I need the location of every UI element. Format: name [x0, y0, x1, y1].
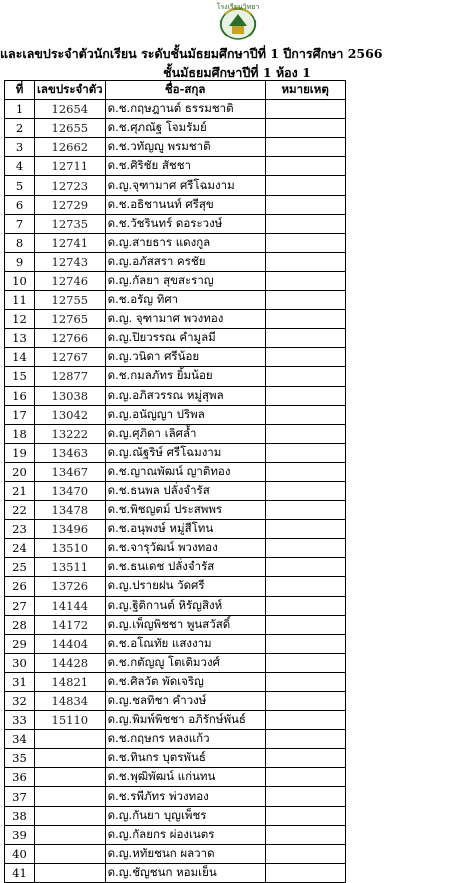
remark [265, 138, 345, 157]
student-id: 12765 [35, 310, 106, 329]
table-row [5, 271, 346, 290]
remark [265, 367, 345, 386]
student-id [35, 844, 106, 863]
remark [265, 329, 345, 348]
table-row [5, 176, 346, 195]
student-id [35, 863, 106, 882]
table-row [5, 825, 346, 844]
table-row [5, 634, 346, 653]
row-number: 39 [5, 825, 35, 844]
student-name: ด.ญ.ปิยวรรณ คำมูลมี [105, 329, 265, 348]
table-row [5, 558, 346, 577]
student-name: ด.ญ.อภิสวรรณ หมู่สุพล [105, 386, 265, 405]
table-row [5, 367, 346, 386]
student-id: 13511 [35, 558, 106, 577]
table-row [5, 692, 346, 711]
table-row [5, 806, 346, 825]
student-name: ด.ช.กฤษกร หลงแก้ว [105, 730, 265, 749]
row-number: 21 [5, 481, 35, 500]
student-name: ด.ช.จารุวัฒน์ พวงทอง [105, 539, 265, 558]
row-number: 38 [5, 806, 35, 825]
student-name: ด.ช.ศิริชัย สัชชา [105, 157, 265, 176]
remark [265, 825, 345, 844]
remark [265, 424, 345, 443]
student-name: ด.ช.วัชรินทร์ ดอระวงษ์ [105, 214, 265, 233]
student-id: 13726 [35, 577, 106, 596]
student-id: 14172 [35, 615, 106, 634]
student-name: ด.ญ.ศุภิดา เลิศล้ำ [105, 424, 265, 443]
row-number: 11 [5, 291, 35, 310]
remark [265, 462, 345, 481]
row-number: 4 [5, 157, 35, 176]
student-name: ด.ช.อรัญ ทิศา [105, 291, 265, 310]
row-number: 41 [5, 863, 35, 882]
table-row [5, 348, 346, 367]
row-number: 14 [5, 348, 35, 367]
table-row [5, 157, 346, 176]
row-number: 22 [5, 501, 35, 520]
student-name: ด.ช.พุฒิพัฒน์ แก่นทน [105, 768, 265, 787]
student-name: ด.ญ.ปรายฝน วัดศรี [105, 577, 265, 596]
row-number: 25 [5, 558, 35, 577]
row-number: 19 [5, 443, 35, 462]
table-row [5, 233, 346, 252]
remark [265, 195, 345, 214]
row-number: 34 [5, 730, 35, 749]
table-row [5, 577, 346, 596]
student-name: ด.ช.ศิลวัต พัดเจริญ [105, 672, 265, 691]
student-name: ด.ญ.ชลทิชา คำวงษ์ [105, 692, 265, 711]
remark [265, 634, 345, 653]
student-id [35, 749, 106, 768]
student-id: 15110 [35, 711, 106, 730]
col-header-name: ชื่อ-สกุล [105, 81, 265, 100]
remark [265, 768, 345, 787]
row-number: 3 [5, 138, 35, 157]
row-number: 24 [5, 539, 35, 558]
table-row [5, 596, 346, 615]
student-name: ด.ญ.อภัสสรา ครชัย [105, 252, 265, 271]
table-row [5, 749, 346, 768]
student-id: 13038 [35, 386, 106, 405]
row-number: 1 [5, 100, 35, 119]
student-id: 13478 [35, 501, 106, 520]
student-id [35, 730, 106, 749]
remark [265, 271, 345, 290]
col-header-student-id: เลขประจำตัว [35, 81, 106, 100]
row-number: 33 [5, 711, 35, 730]
student-name: ด.ญ.กันยา บุญเพ็ชร [105, 806, 265, 825]
row-number: 9 [5, 252, 35, 271]
row-number: 13 [5, 329, 35, 348]
table-row [5, 730, 346, 749]
student-id: 12662 [35, 138, 106, 157]
row-number: 20 [5, 462, 35, 481]
student-id: 12877 [35, 367, 106, 386]
table-row [5, 462, 346, 481]
row-number: 5 [5, 176, 35, 195]
remark [265, 596, 345, 615]
table-row [5, 195, 346, 214]
student-name: ด.ญ.เพ็ญพิชชา พูนสวัสดิ์ [105, 615, 265, 634]
student-id: 12767 [35, 348, 106, 367]
student-id [35, 768, 106, 787]
student-name: ด.ญ.ชัญชนก หอมเย็น [105, 863, 265, 882]
remark [265, 348, 345, 367]
student-name: ด.ญ.สายธาร แดงกูล [105, 233, 265, 252]
student-name: ด.ช.อนุพงษ์ หมู่สีโทน [105, 520, 265, 539]
student-name: ด.ช.อธิชานนท์ ศรีสุข [105, 195, 265, 214]
remark [265, 863, 345, 882]
row-number: 12 [5, 310, 35, 329]
table-row [5, 768, 346, 787]
table-row [5, 119, 346, 138]
student-table [4, 80, 346, 883]
remark [265, 749, 345, 768]
remark [265, 291, 345, 310]
logo-text: โรงเรียนวิทยา [216, 3, 260, 11]
student-id: 12711 [35, 157, 106, 176]
remark [265, 214, 345, 233]
student-name: ด.ญ.ฐิติกานต์ หิรัญสิงห์ [105, 596, 265, 615]
student-id: 13222 [35, 424, 106, 443]
row-number: 2 [5, 119, 35, 138]
row-number: 8 [5, 233, 35, 252]
student-name: ด.ช.กมลภัทร ยิ้มน้อย [105, 367, 265, 386]
remark [265, 252, 345, 271]
student-id: 12743 [35, 252, 106, 271]
student-id: 12654 [35, 100, 106, 119]
table-row [5, 405, 346, 424]
student-id: 12766 [35, 329, 106, 348]
row-number: 6 [5, 195, 35, 214]
student-id: 13470 [35, 481, 106, 500]
student-id: 14404 [35, 634, 106, 653]
col-header-no: ที่ [5, 81, 35, 100]
remark [265, 787, 345, 806]
row-number: 27 [5, 596, 35, 615]
student-id: 12735 [35, 214, 106, 233]
table-row [5, 252, 346, 271]
student-id: 12723 [35, 176, 106, 195]
student-id: 14821 [35, 672, 106, 691]
remark [265, 481, 345, 500]
table-row [5, 386, 346, 405]
student-id [35, 825, 106, 844]
row-number: 16 [5, 386, 35, 405]
remark [265, 806, 345, 825]
remark [265, 157, 345, 176]
remark [265, 558, 345, 577]
table-row [5, 100, 346, 119]
row-number: 40 [5, 844, 35, 863]
student-name: ด.ญ.ณัฐริษ์ ศรีโฉมงาม [105, 443, 265, 462]
row-number: 30 [5, 653, 35, 672]
student-id: 14428 [35, 653, 106, 672]
table-row [5, 844, 346, 863]
student-id: 14144 [35, 596, 106, 615]
student-name: ด.ช.ญาณพัฒน์ ญาติทอง [105, 462, 265, 481]
row-number: 32 [5, 692, 35, 711]
table-row [5, 672, 346, 691]
student-id: 12741 [35, 233, 106, 252]
student-name: ด.ช.วทัญญู พรมชาติ [105, 138, 265, 157]
table-row [5, 520, 346, 539]
row-number: 31 [5, 672, 35, 691]
remark [265, 310, 345, 329]
remark [265, 405, 345, 424]
table-header-row [5, 81, 346, 100]
row-number: 26 [5, 577, 35, 596]
row-number: 17 [5, 405, 35, 424]
student-id: 12746 [35, 271, 106, 290]
student-id: 12755 [35, 291, 106, 310]
col-header-remark: หมายเหตุ [265, 81, 345, 100]
class-subtitle: ชั้นมัธยมศึกษาปีที่ 1 ห้อง 1 [163, 65, 311, 80]
remark [265, 520, 345, 539]
table-row [5, 501, 346, 520]
remark [265, 100, 345, 119]
student-name: ด.ช.รพีภัทร พ่วงทอง [105, 787, 265, 806]
row-number: 35 [5, 749, 35, 768]
student-name: ด.ญ.กัลยา สุขสะราญ [105, 271, 265, 290]
row-number: 15 [5, 367, 35, 386]
student-name: ด.ญ. จุฑามาศ พวงทอง [105, 310, 265, 329]
student-name: ด.ช.อโณทัย แสงงาม [105, 634, 265, 653]
student-id: 13042 [35, 405, 106, 424]
row-number: 23 [5, 520, 35, 539]
row-number: 18 [5, 424, 35, 443]
table-row [5, 711, 346, 730]
remark [265, 615, 345, 634]
table-row [5, 214, 346, 233]
student-name: ด.ช.ทินกร บุตรพันธ์ [105, 749, 265, 768]
remark [265, 233, 345, 252]
student-id: 14834 [35, 692, 106, 711]
student-name: ด.ญ.กัลยกร ผ่องเนตร [105, 825, 265, 844]
table-row [5, 539, 346, 558]
table-row [5, 138, 346, 157]
student-name: ด.ญ.อนัญญา ปริพล [105, 405, 265, 424]
student-id [35, 806, 106, 825]
remark [265, 711, 345, 730]
remark [265, 119, 345, 138]
student-name: ด.ญ.จุฑามาศ ศรีโฉมงาม [105, 176, 265, 195]
student-name: ด.ญ.พิมพ์พิชชา อภิรักษ์พันธ์ [105, 711, 265, 730]
remark [265, 386, 345, 405]
student-name: ด.ช.ศุภณัฐ โจมรัมย์ [105, 119, 265, 138]
row-number: 36 [5, 768, 35, 787]
table-row [5, 424, 346, 443]
table-row [5, 863, 346, 882]
student-id: 13463 [35, 443, 106, 462]
table-row [5, 310, 346, 329]
table-row [5, 787, 346, 806]
student-name: ด.ญ.วนิดา ศรีน้อย [105, 348, 265, 367]
row-number: 10 [5, 271, 35, 290]
remark [265, 844, 345, 863]
student-name: ด.ช.พิชญตม์ ประสพพร [105, 501, 265, 520]
student-id: 12655 [35, 119, 106, 138]
student-id: 13510 [35, 539, 106, 558]
remark [265, 653, 345, 672]
row-number: 29 [5, 634, 35, 653]
table-row [5, 615, 346, 634]
remark [265, 672, 345, 691]
student-name: ด.ช.กฤษฎานต์ ธรรมชาติ [105, 100, 265, 119]
remark [265, 577, 345, 596]
remark [265, 730, 345, 749]
student-name: ด.ญ.หทัยชนก ผลวาด [105, 844, 265, 863]
student-name: ด.ช.กตัญญู โตเติมวงศ์ [105, 653, 265, 672]
remark [265, 501, 345, 520]
document-title: และเลขประจำตัวนักเรียน ระดับชั้นมัธยมศึกษาปีที่ 1 ปีการศึกษา 2566 [0, 46, 383, 61]
student-name: ด.ช.ธนเดช ปลั่งจำรัส [105, 558, 265, 577]
remark [265, 692, 345, 711]
student-id: 12729 [35, 195, 106, 214]
remark [265, 539, 345, 558]
student-id: 13467 [35, 462, 106, 481]
student-id: 13496 [35, 520, 106, 539]
student-id [35, 787, 106, 806]
row-number: 28 [5, 615, 35, 634]
remark [265, 443, 345, 462]
table-row [5, 653, 346, 672]
remark [265, 176, 345, 195]
row-number: 7 [5, 214, 35, 233]
student-name: ด.ช.ธนพล ปลั่งจำรัส [105, 481, 265, 500]
table-row [5, 329, 346, 348]
row-number: 37 [5, 787, 35, 806]
table-row [5, 443, 346, 462]
table-row [5, 291, 346, 310]
table-row [5, 481, 346, 500]
